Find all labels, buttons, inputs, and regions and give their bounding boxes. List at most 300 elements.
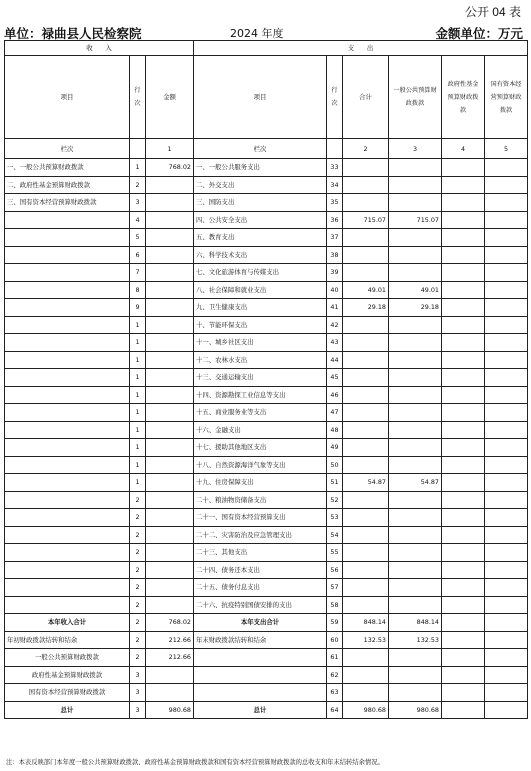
income-line: 2 — [130, 526, 146, 544]
expense-state-capital — [485, 194, 528, 212]
column-index-row — [5, 139, 528, 159]
col-index-empty — [327, 139, 343, 159]
income-line: 1 — [130, 404, 146, 422]
income-amount — [146, 561, 194, 579]
expense-general: 49.01 — [389, 281, 442, 299]
expense-state-capital — [485, 544, 528, 562]
expense-general: 29.18 — [389, 299, 442, 317]
col-item: 项目 — [5, 56, 130, 139]
expense-total — [343, 456, 389, 474]
expense-general — [389, 404, 442, 422]
expense-state-capital — [485, 176, 528, 194]
income-line: 4 — [130, 211, 146, 229]
income-line: 2 — [130, 509, 146, 527]
expense-general — [389, 316, 442, 334]
expense-line: 56 — [327, 561, 343, 579]
expense-total — [343, 544, 389, 562]
summary-expense-item — [194, 649, 327, 667]
expense-item: 十四、资源勘探工业信息等支出 — [194, 386, 327, 404]
income-item — [5, 439, 130, 457]
summary-expense-general — [389, 649, 442, 667]
expense-gov-fund — [442, 281, 485, 299]
summary-expense-general — [389, 684, 442, 702]
income-item: 三、国有资本经营预算财政拨款 — [5, 194, 130, 212]
expense-total — [343, 421, 389, 439]
summary-row — [5, 631, 528, 649]
column-header-row — [5, 56, 528, 139]
summary-income-amount: 980.68 — [146, 701, 194, 719]
table-row — [5, 544, 528, 562]
table-row — [5, 211, 528, 229]
summary-expense-general: 980.68 — [389, 701, 442, 719]
expense-line: 53 — [327, 509, 343, 527]
expense-state-capital — [485, 579, 528, 597]
expense-gov-fund — [442, 579, 485, 597]
expense-total — [343, 579, 389, 597]
table-row — [5, 474, 528, 492]
expense-state-capital — [485, 264, 528, 282]
expense-general — [389, 229, 442, 247]
summary-expense-general: 848.14 — [389, 614, 442, 632]
expense-gov-fund — [442, 176, 485, 194]
table-row — [5, 334, 528, 352]
summary-expense-line: 62 — [327, 666, 343, 684]
income-line: 6 — [130, 246, 146, 264]
expense-general — [389, 509, 442, 527]
income-item — [5, 509, 130, 527]
summary-expense-state-capital — [485, 666, 528, 684]
summary-expense-general — [389, 666, 442, 684]
expense-line: 51 — [327, 474, 343, 492]
expense-state-capital — [485, 281, 528, 299]
income-amount — [146, 439, 194, 457]
income-line: 1 — [130, 369, 146, 387]
expense-item: 十、节能环保支出 — [194, 316, 327, 334]
expense-state-capital — [485, 351, 528, 369]
income-line: 1 — [130, 439, 146, 457]
expense-line: 39 — [327, 264, 343, 282]
expense-state-capital — [485, 159, 528, 177]
expense-gov-fund — [442, 474, 485, 492]
expense-line: 38 — [327, 246, 343, 264]
table-row — [5, 491, 528, 509]
expense-state-capital — [485, 229, 528, 247]
table-row — [5, 456, 528, 474]
summary-income-amount: 212.66 — [146, 649, 194, 667]
income-amount — [146, 246, 194, 264]
expense-line: 34 — [327, 176, 343, 194]
table-row — [5, 246, 528, 264]
expense-total — [343, 159, 389, 177]
form-code: 公开 04 表 — [464, 5, 521, 19]
expense-line: 45 — [327, 369, 343, 387]
expense-total — [343, 526, 389, 544]
table-row — [5, 229, 528, 247]
expense-line: 52 — [327, 491, 343, 509]
summary-income-item: 总计 — [5, 701, 130, 719]
expense-item: 七、文化旅游体育与传媒支出 — [194, 264, 327, 282]
expense-gov-fund — [442, 544, 485, 562]
income-item — [5, 421, 130, 439]
summary-income-line: 3 — [130, 666, 146, 684]
expense-state-capital — [485, 561, 528, 579]
income-line: 2 — [130, 176, 146, 194]
summary-expense-total — [343, 666, 389, 684]
table-row — [5, 176, 528, 194]
summary-expense-total: 980.68 — [343, 701, 389, 719]
unit-label: 单位：禄曲县人民检察院 — [4, 26, 142, 41]
summary-row — [5, 614, 528, 632]
expense-general — [389, 194, 442, 212]
col-gov-fund: 政府性基金预算财政拨款 — [442, 56, 485, 139]
income-amount — [146, 509, 194, 527]
income-item — [5, 281, 130, 299]
income-line: 8 — [130, 281, 146, 299]
income-line: 2 — [130, 596, 146, 614]
table-row — [5, 264, 528, 282]
col-index-label-right: 栏次 — [194, 139, 327, 159]
expense-line: 37 — [327, 229, 343, 247]
table-row — [5, 369, 528, 387]
summary-expense-gov-fund — [442, 649, 485, 667]
income-amount — [146, 299, 194, 317]
income-amount — [146, 386, 194, 404]
summary-row — [5, 666, 528, 684]
expense-general — [389, 334, 442, 352]
expense-line: 44 — [327, 351, 343, 369]
summary-expense-line: 59 — [327, 614, 343, 632]
expense-line: 58 — [327, 596, 343, 614]
income-item — [5, 544, 130, 562]
expense-item: 九、卫生健康支出 — [194, 299, 327, 317]
table-row — [5, 194, 528, 212]
income-line: 1 — [130, 159, 146, 177]
table-row — [5, 596, 528, 614]
income-amount — [146, 176, 194, 194]
expense-state-capital — [485, 474, 528, 492]
expense-item: 十二、农林水支出 — [194, 351, 327, 369]
summary-expense-general: 132.53 — [389, 631, 442, 649]
expense-general — [389, 351, 442, 369]
summary-expense-state-capital — [485, 684, 528, 702]
summary-income-line: 2 — [130, 649, 146, 667]
expense-general: 715.07 — [389, 211, 442, 229]
col-state-capital: 国有资本经营预算财政拨款 — [485, 56, 528, 139]
expense-item: 十九、住房保障支出 — [194, 474, 327, 492]
expense-state-capital — [485, 456, 528, 474]
expense-item: 八、社会保障和就业支出 — [194, 281, 327, 299]
summary-income-amount — [146, 684, 194, 702]
expense-state-capital — [485, 421, 528, 439]
expense-line: 54 — [327, 526, 343, 544]
summary-income-amount — [146, 666, 194, 684]
expense-general — [389, 421, 442, 439]
summary-expense-line: 61 — [327, 649, 343, 667]
summary-expense-total: 132.53 — [343, 631, 389, 649]
expense-gov-fund — [442, 596, 485, 614]
expense-gov-fund — [442, 369, 485, 387]
income-line: 1 — [130, 456, 146, 474]
income-item — [5, 386, 130, 404]
expense-line: 48 — [327, 421, 343, 439]
expense-item: 二十五、债务付息支出 — [194, 579, 327, 597]
expense-gov-fund — [442, 211, 485, 229]
expense-total — [343, 246, 389, 264]
income-amount — [146, 369, 194, 387]
expense-general — [389, 596, 442, 614]
expense-total: 715.07 — [343, 211, 389, 229]
table-row — [5, 526, 528, 544]
expense-gov-fund — [442, 456, 485, 474]
expense-item: 三、国防支出 — [194, 194, 327, 212]
income-amount — [146, 491, 194, 509]
expense-gov-fund — [442, 334, 485, 352]
summary-expense-line: 64 — [327, 701, 343, 719]
expense-gov-fund — [442, 246, 485, 264]
expense-gov-fund — [442, 229, 485, 247]
expense-line: 57 — [327, 579, 343, 597]
expense-total — [343, 369, 389, 387]
expense-total — [343, 491, 389, 509]
expense-gov-fund — [442, 421, 485, 439]
table-row — [5, 159, 528, 177]
income-amount: 768.02 — [146, 159, 194, 177]
col-index-label: 栏次 — [5, 139, 130, 159]
summary-expense-item: 年末财政拨款结转和结余 — [194, 631, 327, 649]
col-index-3: 3 — [389, 139, 442, 159]
summary-income-item: 政府性基金预算财政拨款 — [5, 666, 130, 684]
income-line: 1 — [130, 474, 146, 492]
expense-gov-fund — [442, 439, 485, 457]
income-item — [5, 491, 130, 509]
expense-general — [389, 561, 442, 579]
expense-total — [343, 351, 389, 369]
expense-item: 十三、交通运输支出 — [194, 369, 327, 387]
expense-total: 54.87 — [343, 474, 389, 492]
expense-total — [343, 316, 389, 334]
expense-gov-fund — [442, 264, 485, 282]
summary-expense-gov-fund — [442, 666, 485, 684]
expense-general — [389, 439, 442, 457]
table-row — [5, 561, 528, 579]
summary-income-item: 本年收入合计 — [5, 614, 130, 632]
expense-line: 46 — [327, 386, 343, 404]
expense-item: 二十一、国有资本经营预算支出 — [194, 509, 327, 527]
summary-expense-item: 总计 — [194, 701, 327, 719]
expense-total — [343, 194, 389, 212]
expense-item: 二十三、其他支出 — [194, 544, 327, 562]
summary-expense-item: 本年支出合计 — [194, 614, 327, 632]
expense-state-capital — [485, 509, 528, 527]
income-line: 7 — [130, 264, 146, 282]
expense-general — [389, 579, 442, 597]
income-amount — [146, 474, 194, 492]
summary-expense-gov-fund — [442, 701, 485, 719]
expense-total — [343, 439, 389, 457]
expense-line: 55 — [327, 544, 343, 562]
budget-table — [4, 40, 528, 719]
expense-gov-fund — [442, 491, 485, 509]
expense-total — [343, 386, 389, 404]
col-index-2: 2 — [343, 139, 389, 159]
income-amount — [146, 421, 194, 439]
expense-line: 33 — [327, 159, 343, 177]
summary-expense-state-capital — [485, 649, 528, 667]
expense-item: 二十、粮油物资储备支出 — [194, 491, 327, 509]
expense-gov-fund — [442, 351, 485, 369]
expense-line: 47 — [327, 404, 343, 422]
summary-expense-total — [343, 684, 389, 702]
expense-general — [389, 369, 442, 387]
expense-item: 六、科学技术支出 — [194, 246, 327, 264]
expense-gov-fund — [442, 386, 485, 404]
income-section-title: 收 入 — [5, 41, 194, 56]
summary-expense-total: 848.14 — [343, 614, 389, 632]
table-row — [5, 439, 528, 457]
summary-row — [5, 701, 528, 719]
col-index-4: 4 — [442, 139, 485, 159]
table-row — [5, 299, 528, 317]
income-line: 5 — [130, 229, 146, 247]
income-line: 1 — [130, 351, 146, 369]
expense-total: 29.18 — [343, 299, 389, 317]
expense-total — [343, 264, 389, 282]
summary-income-item: 一般公共预算财政拨款 — [5, 649, 130, 667]
income-amount — [146, 194, 194, 212]
income-item — [5, 596, 130, 614]
col-index-5: 5 — [485, 139, 528, 159]
expense-general — [389, 159, 442, 177]
summary-expense-total — [343, 649, 389, 667]
col-index-empty — [130, 139, 146, 159]
income-item — [5, 526, 130, 544]
income-amount — [146, 281, 194, 299]
expense-general — [389, 544, 442, 562]
expense-state-capital — [485, 491, 528, 509]
expense-state-capital — [485, 439, 528, 457]
section-header-row — [5, 41, 528, 56]
expense-item: 二十二、灾害防治及应急管理支出 — [194, 526, 327, 544]
col-exp-item: 项目 — [194, 56, 327, 139]
expense-gov-fund — [442, 526, 485, 544]
income-line: 2 — [130, 544, 146, 562]
col-general: 一般公共预算财政拨款 — [389, 56, 442, 139]
summary-row — [5, 684, 528, 702]
expense-state-capital — [485, 404, 528, 422]
expense-line: 49 — [327, 439, 343, 457]
income-line: 1 — [130, 334, 146, 352]
income-item — [5, 211, 130, 229]
summary-expense-state-capital — [485, 701, 528, 719]
expense-total — [343, 596, 389, 614]
expense-general — [389, 456, 442, 474]
expense-state-capital — [485, 369, 528, 387]
table-row — [5, 386, 528, 404]
income-amount — [146, 229, 194, 247]
expense-line: 50 — [327, 456, 343, 474]
expense-gov-fund — [442, 561, 485, 579]
income-item — [5, 264, 130, 282]
income-item — [5, 299, 130, 317]
expense-item: 十八、自然资源海洋气象等支出 — [194, 456, 327, 474]
summary-expense-gov-fund — [442, 684, 485, 702]
expense-item: 十六、金融支出 — [194, 421, 327, 439]
expense-state-capital — [485, 246, 528, 264]
income-item: 一、一般公共预算财政拨款 — [5, 159, 130, 177]
income-amount — [146, 351, 194, 369]
expense-total — [343, 404, 389, 422]
income-item — [5, 579, 130, 597]
income-line: 1 — [130, 421, 146, 439]
expense-state-capital — [485, 334, 528, 352]
expense-general — [389, 176, 442, 194]
expense-line: 41 — [327, 299, 343, 317]
expense-line: 40 — [327, 281, 343, 299]
report-year: 2024 年度 — [230, 27, 284, 40]
expense-line: 43 — [327, 334, 343, 352]
table-row — [5, 351, 528, 369]
expense-line: 35 — [327, 194, 343, 212]
expense-line: 42 — [327, 316, 343, 334]
expense-general: 54.87 — [389, 474, 442, 492]
income-item — [5, 456, 130, 474]
summary-income-line: 3 — [130, 684, 146, 702]
income-line: 1 — [130, 386, 146, 404]
amount-unit: 金额单位：万元 — [435, 26, 523, 41]
income-line: 2 — [130, 579, 146, 597]
table-row — [5, 404, 528, 422]
expense-state-capital — [485, 316, 528, 334]
income-item — [5, 351, 130, 369]
income-item — [5, 316, 130, 334]
summary-income-amount: 212.66 — [146, 631, 194, 649]
expense-item: 二十四、债务还本支出 — [194, 561, 327, 579]
income-item — [5, 246, 130, 264]
income-line: 3 — [130, 194, 146, 212]
table-row — [5, 281, 528, 299]
expense-item: 五、教育支出 — [194, 229, 327, 247]
summary-income-item: 国有资本经营预算财政拨款 — [5, 684, 130, 702]
expense-item: 二十六、抗疫特别国债安排的支出 — [194, 596, 327, 614]
summary-expense-state-capital — [485, 614, 528, 632]
table-row — [5, 316, 528, 334]
expense-general — [389, 246, 442, 264]
summary-income-amount: 768.02 — [146, 614, 194, 632]
col-index-1: 1 — [146, 139, 194, 159]
income-item — [5, 474, 130, 492]
expense-total — [343, 561, 389, 579]
income-item — [5, 369, 130, 387]
summary-income-line: 3 — [130, 701, 146, 719]
expense-state-capital — [485, 386, 528, 404]
expense-state-capital — [485, 211, 528, 229]
expense-gov-fund — [442, 509, 485, 527]
income-item — [5, 229, 130, 247]
expense-gov-fund — [442, 299, 485, 317]
expense-total: 49.01 — [343, 281, 389, 299]
expense-general — [389, 491, 442, 509]
income-line: 9 — [130, 299, 146, 317]
summary-expense-item — [194, 684, 327, 702]
summary-expense-item — [194, 666, 327, 684]
expense-gov-fund — [442, 404, 485, 422]
summary-income-line: 2 — [130, 631, 146, 649]
table-row — [5, 579, 528, 597]
income-line: 2 — [130, 561, 146, 579]
income-amount — [146, 404, 194, 422]
col-exp-line: 行次 — [327, 56, 343, 139]
expense-item: 一、一般公共服务支出 — [194, 159, 327, 177]
